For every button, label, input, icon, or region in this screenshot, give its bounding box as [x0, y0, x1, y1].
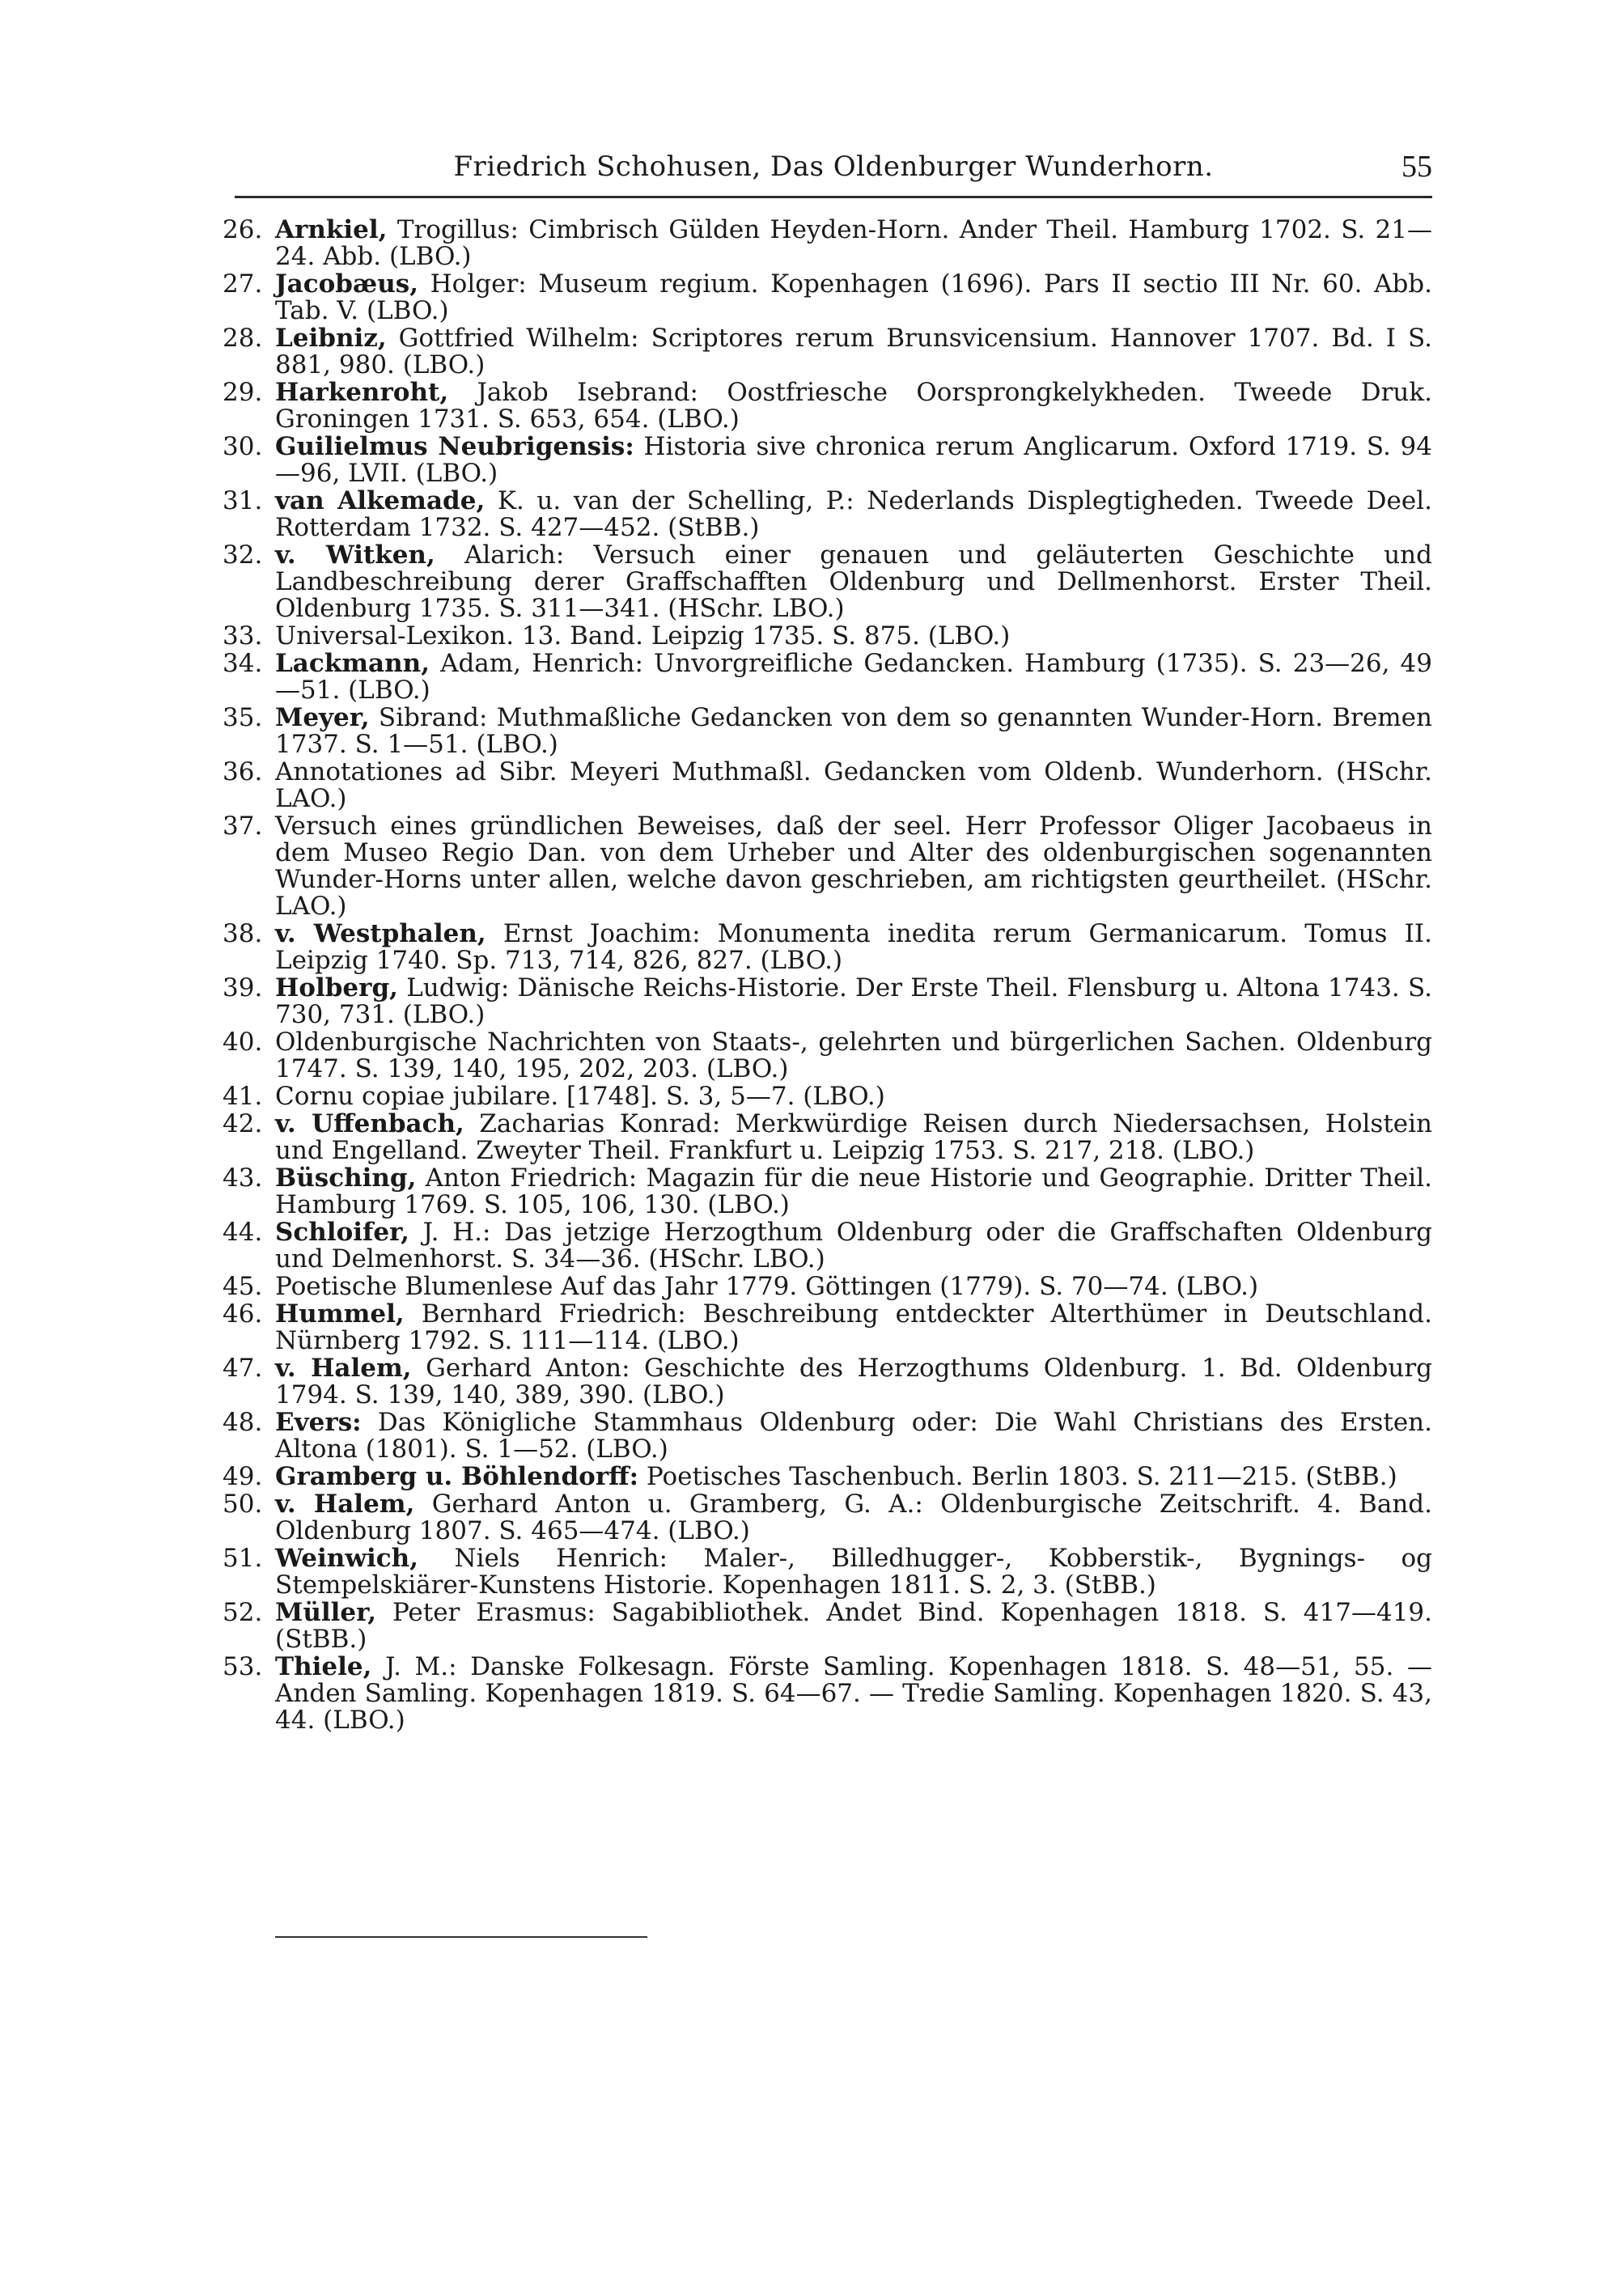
bibliography-entry: [223, 705, 1432, 758]
entry-author: Meyer,: [275, 703, 370, 732]
entry-number: 48.: [223, 1408, 263, 1437]
bibliography-entry: [223, 488, 1432, 541]
bibliography-entry: [223, 651, 1432, 704]
bibliography-entry: [223, 1274, 1432, 1300]
entry-text: Holger: Museum regium. Kopenhagen (1696). Pars II sectio III Nr. 60. Abb. Tab. V. (LBO.): [275, 269, 1433, 325]
entry-text: Gerhard Anton: Geschichte des Herzogthums Oldenburg. 1. Bd. Oldenburg 1794. S. 139, 140, 389, 390. (LBO.): [275, 1354, 1432, 1409]
entry-text: Oldenburgische Nachrichten von Staats-, gelehrten und bürgerlichen Sachen. Oldenburg 1747. S. 139, 140, 195, 202, 203. (LBO.): [275, 1028, 1432, 1083]
bibliography-entry: [223, 1301, 1432, 1354]
entry-text: Historia sive chronica rerum Anglicarum. Oxford 1719. S. 94—96, LVII. (LBO.): [275, 432, 1432, 488]
bibliography-entry: [223, 1545, 1432, 1599]
entry-text: Poetische Blumenlese Auf das Jahr 1779. Göttingen (1779). S. 70—74. (LBO.): [275, 1272, 1259, 1301]
entry-text: Alarich: Versuch einer genauen und geläuterten Geschichte und Landbeschreibung derer Graffschafften Oldenburg und Dellmenhorst. Erster Theil. Oldenburg 1735. S. 311—341. (HSchr. LBO.): [275, 540, 1432, 623]
entry-number: 33.: [223, 621, 263, 651]
entry-author: Schloifer,: [275, 1218, 409, 1247]
entry-number: 27.: [223, 269, 263, 299]
entry-number: 26.: [223, 215, 263, 244]
bibliography-entry: [223, 813, 1432, 920]
bibliography-entry: [223, 1219, 1432, 1273]
entry-author: v. Westphalen,: [275, 919, 486, 948]
bibliography-entry: [223, 1083, 1432, 1110]
entry-text: Universal-Lexikon. 13. Band. Leipzig 1735. S. 875. (LBO.): [275, 621, 1011, 651]
bibliography-entry: [223, 921, 1432, 974]
entry-author: van Alkemade,: [275, 486, 486, 515]
entry-author: Harkenroht,: [275, 378, 449, 407]
bibliography-entry: [223, 1491, 1432, 1545]
entry-number: 43.: [223, 1163, 263, 1193]
entry-number: 32.: [223, 540, 263, 570]
entry-author: v. Uffenbach,: [275, 1109, 464, 1138]
bibliography-entry: [223, 217, 1432, 270]
entry-text: Annotationes ad Sibr. Meyeri Muthmaßl. Gedancken vom Oldenb. Wunderhorn. (HSchr. LAO.): [275, 757, 1432, 813]
entry-author: Lackmann,: [275, 649, 430, 678]
entry-author: v. Halem,: [275, 1490, 415, 1519]
separator-rule: [275, 1936, 647, 1938]
bibliography-entry: [223, 379, 1432, 433]
entry-author: Müller,: [275, 1598, 376, 1627]
entry-author: Thiele,: [275, 1652, 372, 1681]
entry-number: 34.: [223, 649, 263, 678]
entry-text: Cornu copiae jubilare. [1748]. S. 3, 5—7. (LBO.): [275, 1082, 885, 1111]
bibliography-list: [223, 217, 1432, 1735]
entry-number: 28.: [223, 324, 263, 353]
bibliography-entry: [223, 271, 1432, 324]
bibliography-entry: [223, 975, 1432, 1028]
bibliography-entry: [223, 542, 1432, 622]
entry-text: Niels Henrich: Maler-, Billedhugger-, Kobberstik-, Bygnings- og Stempelskiärer-Kunstens Historie. Kopenhagen 1811. S. 2, 3. (StBB.): [275, 1544, 1432, 1600]
bibliography-entry: [223, 1111, 1432, 1164]
bibliography-entry: [223, 1165, 1432, 1219]
entry-author: Weinwich,: [275, 1544, 418, 1573]
entry-text: Anton Friedrich: Magazin für die neue Historie und Geographie. Dritter Theil. Hamburg 1769. S. 105, 106, 130. (LBO.): [275, 1163, 1432, 1219]
entry-number: 40.: [223, 1028, 263, 1057]
entry-text: Zacharias Konrad: Merkwürdige Reisen durch Niedersachsen, Holstein und Engelland. Zweyter Theil. Frankfurt u. Leipzig 1753. S. 217, 218. (LBO.): [275, 1109, 1432, 1165]
entry-text: Ernst Joachim: Monumenta inedita rerum Germanicarum. Tomus II. Leipzig 1740. Sp. 713, 714, 826, 827. (LBO.): [275, 919, 1432, 975]
entry-author: Leibniz,: [275, 324, 387, 353]
bibliography-entry: [223, 1654, 1432, 1734]
entry-number: 37.: [223, 812, 263, 841]
entry-number: 39.: [223, 973, 263, 1002]
entry-text: Trogillus: Cimbrisch Gülden Heyden-Horn. Ander Theil. Hamburg 1702. S. 21—24. Abb. (LBO.): [275, 215, 1432, 271]
entry-number: 47.: [223, 1354, 263, 1383]
entry-number: 44.: [223, 1218, 263, 1247]
entry-author: Guilielmus Neubrigensis:: [275, 432, 634, 461]
entry-author: v. Witken,: [275, 540, 435, 570]
running-header: [235, 146, 1432, 188]
entry-number: 38.: [223, 919, 263, 948]
entry-number: 36.: [223, 757, 263, 786]
bibliography-entry: [223, 1029, 1432, 1083]
entry-author: Jacobæus,: [275, 269, 418, 299]
entry-text: Sibrand: Muthmaßliche Gedancken von dem so genannten Wunder-Horn. Bremen 1737. S. 1—51. (LBO.): [275, 703, 1432, 759]
page-number: 55: [1401, 150, 1432, 184]
entry-author: Hummel,: [275, 1299, 405, 1329]
entry-author: Evers:: [275, 1408, 362, 1437]
entry-number: 50.: [223, 1490, 263, 1519]
entry-number: 51.: [223, 1544, 263, 1573]
entry-text: Gottfried Wilhelm: Scriptores rerum Brunsvicensium. Hannover 1707. Bd. I S. 881, 980. (LBO.): [275, 324, 1432, 379]
entry-number: 30.: [223, 432, 263, 461]
entry-author: Arnkiel,: [275, 215, 388, 244]
entry-text: Bernhard Friedrich: Beschreibung entdeckter Alterthümer in Deutschland. Nürnberg 1792. S. 111—114. (LBO.): [275, 1299, 1432, 1355]
entry-text: Adam, Henrich: Unvorgreifliche Gedancken. Hamburg (1735). S. 23—26, 49—51. (LBO.): [275, 649, 1432, 705]
entry-text: Gerhard Anton u. Gramberg, G. A.: Oldenburgische Zeitschrift. 4. Band. Oldenburg 1807. S. 465—474. (LBO.): [275, 1490, 1432, 1545]
entry-number: 35.: [223, 703, 263, 732]
entry-author: v. Halem,: [275, 1354, 412, 1383]
entry-text: J. M.: Danske Folkesagn. Förste Samling. Kopenhagen 1818. S. 48—51, 55. — Anden Samling. Kopenhagen 1819. S. 64—67. — Tredie Samling. Kopenhagen 1820. S. 43, 44. (LBO.): [275, 1652, 1432, 1735]
entry-text: Das Königliche Stammhaus Oldenburg oder: Die Wahl Christians des Ersten. Altona (1801). S. 1—52. (LBO.): [275, 1408, 1432, 1464]
bibliography-entry: [223, 759, 1432, 812]
bibliography-entry: [223, 1409, 1432, 1463]
entry-number: 49.: [223, 1462, 263, 1491]
entry-author: Holberg,: [275, 973, 398, 1002]
entry-number: 31.: [223, 486, 263, 515]
entry-text: Poetisches Taschenbuch. Berlin 1803. S. 211—215. (StBB.): [646, 1462, 1397, 1491]
entry-text: K. u. van der Schelling, P.: Nederlands Displegtigheden. Tweede Deel. Rotterdam 1732. S. 427—452. (StBB.): [275, 486, 1433, 542]
header-rule: [235, 196, 1432, 198]
entry-number: 41.: [223, 1082, 263, 1111]
entry-author: Büsching,: [275, 1163, 417, 1193]
entry-number: 52.: [223, 1598, 263, 1627]
bibliography-entry: [223, 1464, 1432, 1490]
entry-text: Jakob Isebrand: Oostfriesche Oorsprongkelykheden. Tweede Druk. Groningen 1731. S. 653, 654. (LBO.): [275, 378, 1432, 434]
entry-number: 46.: [223, 1299, 263, 1329]
entry-author: Gramberg u. Böhlendorff:: [275, 1462, 639, 1491]
entry-number: 29.: [223, 378, 263, 407]
entry-text: Ludwig: Dänische Reichs-Historie. Der Erste Theil. Flensburg u. Altona 1743. S. 730, 731. (LBO.): [275, 973, 1432, 1029]
entry-text: Peter Erasmus: Sagabibliothek. Andet Bind. Kopenhagen 1818. S. 417—419. (StBB.): [275, 1598, 1432, 1654]
header-title: Friedrich Schohusen, Das Oldenburger Wunderhorn.: [453, 150, 1214, 183]
bibliography-entry: [223, 623, 1432, 650]
entry-number: 45.: [223, 1272, 263, 1301]
bibliography-entry: [223, 325, 1432, 379]
bibliography-entry: [223, 1600, 1432, 1653]
bibliography-entry: [223, 434, 1432, 487]
entry-text: J. H.: Das jetzige Herzogthum Oldenburg oder die Graffschaften Oldenburg und Delmenhorst. S. 34—36. (HSchr. LBO.): [275, 1218, 1432, 1274]
entry-number: 53.: [223, 1652, 263, 1681]
bibliography-entry: [223, 1355, 1432, 1409]
entry-number: 42.: [223, 1109, 263, 1138]
entry-text: Versuch eines gründlichen Beweises, daß der seel. Herr Professor Oliger Jacobaeus in dem Museo Regio Dan. von dem Urheber und Alter des oldenburgischen sogenannten Wunder-Horns unter allen, welche davon geschrieben, am richtigsten geurtheilet. (HSchr. LAO.): [275, 812, 1432, 921]
